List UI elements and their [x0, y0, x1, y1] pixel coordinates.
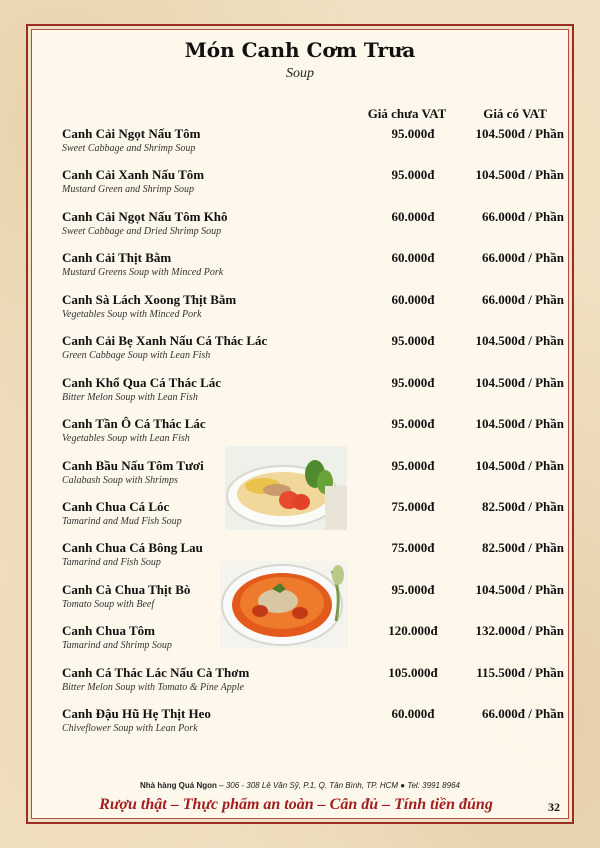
menu-item: [62, 538, 562, 579]
menu-item-name: Canh Cải Xanh Nấu Tôm: [62, 167, 205, 183]
menu-item: [62, 124, 562, 165]
menu-item-price: 95.000đ: [391, 374, 435, 390]
menu-item-description: Sweet Cabbage and Dried Shrimp Soup: [62, 225, 222, 237]
menu-item-description: Bitter Melon Soup with Lean Fish: [62, 391, 198, 403]
menu-item: [62, 456, 562, 497]
menu-item-description: Sweet Cabbage and Shrimp Soup: [62, 143, 196, 154]
menu-item-price-vat: 115.500đ / Phần: [476, 664, 564, 680]
menu-item-name: Canh Cải Ngọt Nấu Tôm Khô: [62, 208, 228, 224]
restaurant-address: – 306 - 308 Lê Văn Sỹ, P.1, Q. Tân Bình, TP. HCM ● Tel: 3991 8964: [219, 781, 460, 790]
menu-item-price-vat: 104.500đ / Phần: [475, 333, 564, 349]
menu-item-description: Green Cabbage Soup with Lean Fish: [62, 350, 211, 362]
menu-item-price-vat: 104.500đ / Phần: [475, 374, 564, 390]
menu-item-price: 95.000đ: [391, 457, 435, 473]
menu-item-name: Canh Chua Tôm: [62, 623, 155, 639]
menu-item-name: Canh Cá Thác Lác Nấu Cà Thơm: [62, 664, 250, 680]
menu-item-price: 60.000đ: [391, 706, 435, 722]
column-header-price: Giá chưa VAT: [367, 106, 447, 121]
column-header-price-vat: Giá có VAT: [483, 106, 547, 121]
menu-item: [62, 248, 562, 289]
menu-item: [62, 207, 562, 248]
menu-item-price: 60.000đ: [391, 250, 435, 266]
menu-item-description: Tamarind and Mud Fish Soup: [62, 515, 182, 527]
menu-item-name: Canh Cải Thịt Bằm: [62, 250, 172, 266]
menu-item-name: Canh Chua Cá Bông Lau: [62, 540, 203, 556]
menu-item-price: 120.000đ: [388, 623, 438, 639]
menu-item-price-vat: 66.000đ / Phần: [482, 250, 564, 266]
menu-item-price-vat: 104.500đ / Phần: [475, 416, 564, 432]
menu-item-price-vat: 104.500đ / Phần: [475, 167, 564, 183]
menu-item-name: Canh Chua Cá Lóc: [62, 498, 170, 514]
menu-item-description: Bitter Melon Soup with Tomato & Pine Apple: [62, 681, 244, 693]
menu-item-description: Chiveflower Soup with Lean Pork: [62, 723, 198, 735]
menu-item-price: 75.000đ: [391, 498, 435, 514]
menu-item: [62, 331, 562, 372]
page-subtitle: Soup: [286, 66, 314, 81]
menu-item-price: 105.000đ: [388, 664, 438, 680]
menu-item-price: 95.000đ: [391, 416, 435, 432]
menu-item-name: Canh Bầu Nấu Tôm Tươi: [62, 457, 204, 473]
menu-item-name: Canh Cải Ngọt Nấu Tôm: [62, 126, 201, 141]
menu-list: [62, 124, 562, 746]
menu-item-price-vat: 82.500đ / Phần: [482, 498, 564, 514]
menu-item-price: 95.000đ: [391, 167, 435, 183]
menu-item-description: Calabash Soup with Shrimps: [62, 474, 178, 486]
menu-item: [62, 704, 562, 745]
menu-item-name: Canh Cải Bẹ Xanh Nấu Cá Thác Lác: [62, 333, 268, 349]
menu-item-price: 75.000đ: [391, 540, 435, 556]
menu-item-price: 95.000đ: [391, 126, 435, 141]
menu-item: [62, 373, 562, 414]
menu-item-name: Canh Tần Ô Cá Thác Lác: [62, 416, 206, 432]
menu-item-description: Tamarind and Shrimp Soup: [62, 640, 172, 652]
restaurant-name: Nhà hàng Quá Ngon: [140, 781, 217, 790]
page-number: 32: [548, 800, 560, 814]
menu-item-price: 95.000đ: [391, 333, 435, 349]
page-title: Món Canh Cơm Trưa: [184, 38, 416, 62]
footer-slogan: Rượu thật – Thực phẩm an toàn – Cân đủ – Tính tiền đúng: [99, 796, 493, 813]
menu-item-price-vat: 82.500đ / Phần: [482, 540, 564, 556]
menu-item-price-vat: 66.000đ / Phần: [482, 706, 564, 722]
menu-item-price: 60.000đ: [391, 208, 435, 224]
menu-item-name: Canh Khổ Qua Cá Thác Lác: [62, 374, 222, 390]
menu-item-price-vat: 132.000đ / Phần: [475, 623, 564, 639]
menu-item-price: 95.000đ: [391, 581, 435, 597]
menu-item: [62, 621, 562, 662]
menu-item: [62, 414, 562, 455]
menu-item-description: Vegetables Soup with Lean Fish: [62, 433, 190, 445]
menu-item-price-vat: 104.500đ / Phần: [475, 581, 564, 597]
menu-item: [62, 663, 562, 704]
menu-item: [62, 580, 562, 621]
footer-contact: [0, 781, 600, 790]
menu-item-price: 60.000đ: [391, 291, 435, 307]
menu-item-description: Mustard Green and Shrimp Soup: [62, 184, 195, 196]
menu-item-name: Canh Sà Lách Xoong Thịt Bằm: [62, 291, 237, 307]
menu-item-price-vat: 66.000đ / Phần: [482, 208, 564, 224]
menu-item: [62, 497, 562, 538]
menu-item-price-vat: 66.000đ / Phần: [482, 291, 564, 307]
menu-item-price-vat: 104.500đ / Phần: [475, 457, 564, 473]
menu-item-description: Tomato Soup with Beef: [62, 598, 155, 610]
menu-item-description: Tamarind and Fish Soup: [62, 557, 161, 569]
menu-item: [62, 290, 562, 331]
menu-item-description: Vegetables Soup with Minced Pork: [62, 308, 202, 320]
menu-item-name: Canh Cà Chua Thịt Bò: [62, 581, 191, 597]
menu-item-description: Mustard Greens Soup with Minced Pork: [62, 267, 224, 279]
menu-item-price-vat: 104.500đ / Phần: [475, 126, 564, 141]
menu-item: [62, 165, 562, 206]
menu-item-name: Canh Đậu Hũ Hẹ Thịt Heo: [62, 706, 211, 722]
